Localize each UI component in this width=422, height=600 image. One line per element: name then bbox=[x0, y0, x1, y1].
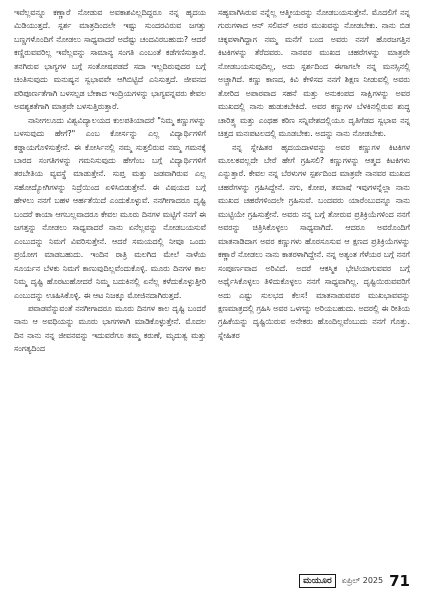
paragraph: ಪವಾಡವೆನ್ನುವಂತೆ ನನಗೀಗಾದರೂ ಮೂರು ದಿನಗಳ ಕಾಲ ದೃಷ್ಟಿ ಬಂದರೆ ನಾನು ಆ ಅವಧಿಯನ್ನು ಮೂರು ಭಾಗಗಳಾಗಿ ಮಾಡಿಕೊಳ್ಳುತ್ತೇನೆ. ಮೊದಲ ದಿನ ನಾನು ನನ್ನ ಜೀವನವನ್ನು ಇದುವರೆಗೂ ತಮ್ಮ ಕರುಣೆ, ಮೃದುತ್ವ ಮತ್ತು ಸಂಗತ್ಯದಿಂದ bbox=[14, 303, 206, 354]
paragraph: ಸಹ್ಯವಾಗಿಸಿರುವ ನನ್ನೆಲ್ಲ ಆತ್ಮೀಯರನ್ನು ನೋಡಬಯಸುತ್ತೇನೆ. ಮೊದಲಿಗೆ ನನ್ನ ಗುರುಗಳಾದ ಆನ್ ಸಲಿವನ್ ಅವರ ಮುಖವನ್ನು ನೋಡಬೇಕು. ನಾನು ಬಿಡ ಚಿಕ್ಕವಳಾಗಿದ್ದಾಗ ನಮ್ಮ ಮನೆಗೆ ಬಂದ ಅವರು ನನಗೆ ಹೊರಜಗತ್ತಿನ ಕಿಟಕಿಗಳನ್ನು ತೆರೆದವರು. ನಾನವರ ಮುಖದ ಚಹರೆಗಳನ್ನು ಮಾತ್ರವೇ ನೋಡಬಯಸುವುದಿಲ್ಲ, ಅದು ಸ್ಪರ್ಶದಿಂದ ಈಗಾಗಲೇ ನನ್ನ ಮನಸ್ಸಿನಲ್ಲಿ ಅಚ್ಚಾಗಿದೆ. ಕಣ್ಣು ಕಾಣದ, ಕಿವಿ ಕೇಳಿಸದ ನನಗೆ ಶಿಕ್ಷಣ ನೀಡುವಲ್ಲಿ ಅವರು ತೋರಿದ ಅಪಾರವಾದ ಸಹನೆ ಮತ್ತು ಅನುಕಂಪದ ಸಾಕ್ಷಿಗಳನ್ನು ಅವರ ಮುಖದಲ್ಲಿ ನಾನು ಹುಡುಕಬೇಕಿದೆ. ಅವರ ಕಣ್ಣುಗಳ ಬೆಳಕಿನಲ್ಲಿರುವ ಶುದ್ಧ ಚಾರಿತ್ರ್ಯ ಮತ್ತು ಎಂಥಹ ಕಠಿಣ ಸನ್ನಿವೇಶದಲ್ಲಿಯೂ ದೃತಿಗೆಡದ ಸ್ವಭಾವ ನನ್ನ ಚಿತ್ತದ ಮನಃಪಟಲದಲ್ಲಿ ಮೂಡಬೇಕು. ಅದನ್ನು ನಾನು ನೋಡಬೇಕು. bbox=[218, 8, 410, 139]
paragraph: ನಾನೀಗಲೂದು ವಿಶ್ವವಿದ್ಯಾಲಯದ ಕುಲಪತಿಯಾದರೆ "ನಿಮ್ಮ ಕಣ್ಣುಗಳನ್ನು ಬಳಸುವುದು ಹೇಗೆ?" ಎಂಬ ಕೋರ್ಸನ್ನು ಎಲ್ಲ ವಿದ್ಯಾರ್ಥಿಗಳಿಗೆ ಕಡ್ಡಾಯಗೊಳಿಸುತ್ತೇನೆ. ಈ ಕೋರ್ಸಿನಲ್ಲಿ ನಮ್ಮ ಸುತ್ತಲಿರುವ ನಮ್ಮ ಗಮನಕ್ಕೆ ಬಾರದ ಸಂಗತಿಗಳನ್ನು ಗಮನಿಸುವುದು ಹೇಗೆಂಬ ಬಗ್ಗೆ ವಿದ್ಯಾರ್ಥಿಗಳಿಗೆ ತರಬೇತಿಯ ವ್ಯವಸ್ಥೆ ಮಾಡುತ್ತೇನೆ. ಸುಪ್ತ ಮತ್ತು ಜಡವಾಗಿರುವ ಎಲ್ಲ ಸಹೋದ್ಯೋಗಿಗಳನ್ನು ನಿದ್ರೆಯಿಂದ ಏಳಿಸಿಬಿಡುತ್ತೇನೆ. ಈ ವಿಷಯದ ಬಗ್ಗೆ ಹೇಳಲು ನನಗೆ ಬಹಳ ಆರ್ಹತೆಯಿದೆ ಎಂದುಕೊಳ್ಳುವೆ. ನನಗೀಗಾದರೂ ದೃಷ್ಟಿ ಬಂದರೆ ಕಾಯಾ ಆಗಬಲ್ಲವಾದರೂ ಕೇವಲ ಮೂರು ದಿನಗಳ ಮಟ್ಟಿಗೆ ನನಗೆ ಈ ಜಗತ್ತನ್ನು ನೋಡಲು ಸಾಧ್ಯವಾದರೆ ನಾನು ಏನೆಲ್ಲವನ್ನು ನೋಡಬಯಸುವೆ ಎಂಬುದನ್ನು ನಿಮಗೆ ವಿವರಿಸುತ್ತೇನೆ. ಆದರೆ ಸಮಯದಲ್ಲಿ ನೀವೂ ಒಂದು ಪ್ರಯೋಗ ಮಾಡಬಹುದು. ಇಂದಿನ ರಾತ್ರಿ ಮಲಗಿದ ಮೇಲೆ ನಾಳೆಯ ಸೂರ್ಯನ ಬೆಳಕು ನಿಮಗೆ ಕಾಣುವುದಿಲ್ಲವೆಂದುಕೊಳ್ಳಿ. ಮೂರು ದಿನಗಳ ಕಾಲ ನಿಮ್ಮ ದೃಷ್ಟಿ ಹೊರಟುಹೋದರೆ ನಿಮ್ಮ ಬದುಕಿನಲ್ಲಿ ಏನೆಲ್ಲ ಕಳೆದುಕೊಳ್ಳುತ್ತೀರಿ ಎಂಬುದನ್ನು ಊಹಿಸಿಕೊಳ್ಳಿ. ಈ ಆಟ ನಿಜಕ್ಕೂ ಮೋಜಿನದಾಗಿರುತ್ತದೆ. bbox=[14, 115, 206, 300]
paragraph: ಇವೆಲ್ಲವನ್ನೂ ಕಣ್ಣಾರೆ ನೋಡುವ ಅವಕಾಶವಿಲ್ಲದಿದ್ದರೂ ನನ್ನ ಹೃದಯ ಮಿಡಿಯುತ್ತದೆ. ಸ್ಪರ್ಶ ಮಾತ್ರದಿಂದಲೇ ಇಷ್ಟು ಸುಂದರವಿರುವ ಜಗತ್ತು ಬಣ್ಣಗಳೊಂದಿಗೆ ನೋಡಲು ಸಾಧ್ಯವಾದರೆ ಅದೆಷ್ಟು ಚಂದವಿರಬಹುದು? ಆದರೆ ಕಣ್ಣಿರುವವರಿಲ್ಲ ಇವೆಲ್ಲವನ್ನು ಸಾಮಾನ್ಯ ಸಂಗತಿ ಎಂಬಂತೆ ಕಡೆಗಣಿಸುತ್ತಾರೆ. ತನಗಿರುವ ಭಾಗ್ಯಗಳ ಬಗ್ಗೆ ಸಂತೋಷಪಡದೆ ಸದಾ ಇಲ್ಲದಿರುವುದರ ಬಗ್ಗೆ ಚಿಂತಿಸುವುದು ಮನುಷ್ಯನ ಸ್ವಭಾವವೇ ಆಗಿಬಿಟ್ಟಿದೆ ಎನಿಸುತ್ತದೆ. ಜೀವನದ ಪರಿಪೂರ್ಣತೆಗಾಗಿ ಬಳಸಲ್ಪಡ ಬೇಕಾದ ಇಂದ್ರಿಯಗಳನ್ನು ಭಾಗ್ಯವನ್ನವರು ಕೇವಲ ಅವಶ್ಯಕತೆಗಾಗಿ ಮಾತ್ರವೇ ಬಳಸುತ್ತಿರುತ್ತಾರೆ. bbox=[14, 8, 206, 112]
right-column bbox=[218, 6, 410, 562]
page-footer bbox=[299, 570, 410, 592]
page-number: 71 bbox=[389, 572, 410, 590]
paragraph: ನನ್ನ ಸ್ನೇಹಿತರ ಹೃದಯದಾಳವನ್ನು ಅವರ ಕಣ್ಣುಗಳ ಕಿಟಕಿಗಳ ಮೂಲಕವಲ್ಲದೇ ಬೇರೆ ಹೇಗೆ ಗ್ರಹಿಸಲಿ? ಕಣ್ಣುಗಳನ್ನು ಆತ್ಮದ ಕಿಟಕಿಗಳು ಎನ್ನುತ್ತಾರೆ. ಕೇವಲ ನನ್ನ ಬೆರಳುಗಳ ಸ್ಪರ್ಶದಿಂದ ಮಾತ್ರವೇ ನಾನವರ ಮುಖದ ಚಹರೆಗಳನ್ನು ಗ್ರಹಿಸಿದ್ದೇನೆ. ನಗು, ಕೋಪ, ತಮಾಷೆ ಇವುಗಳನ್ನೆಲ್ಲಾ ನಾನು ಮುಖದ ಚಹರೆಗಳಿಂದಲೇ ಗ್ರಹಿಸುವೆ. ಬಂದವರು ಯಾರೆಂಬುದನ್ನೂ ನಾನು ಮುಟ್ಟಿಯೇ ಗ್ರಹಿಸುತ್ತೇನೆ. ಅವರು ನನ್ನ ಬಗ್ಗೆ ತೋರುವ ಪ್ರತಿಕ್ರಿಯೆಗಳಿಂದ ನನಗೆ ಅವರನ್ನು ಚಿತ್ರಿಸಿಕೊಳ್ಳಲು ಸಾಧ್ಯವಾಗಿದೆ. ಆದರೂ ಅವರೊಂದಿಗೆ ಮಾತನಾಡಿದಾಗ ಅವರ ಕಣ್ಣುಗಳು ಹೊರಸೂಸುವ ಆ ಕ್ಷಣದ ಪ್ರತಿಕ್ರಿಯೆಗಳನ್ನು ಕಣ್ಣಾರೆ ನೋಡಲು ನಾನು ಕಾತರಳಾಗಿದ್ದೇನೆ. ನನ್ನ ಅತ್ಯಂತ ಗೆಳೆಯರ ಬಗ್ಗೆ ನನಗೆ ಸಂಪೂರ್ಣವಾದ ಅರಿವಿದೆ. ಅದರೆ ಆಕಸ್ಮಿಕ ಭೇಟಿಯಾಗುವವರ ಬಗ್ಗೆ ಅರ್ಥೈಸಿಕೊಳ್ಳಲು ತಿಳಿದುಕೊಳ್ಳಲು ನನಗೆ ಸಾಧ್ಯವಾಗಿಲ್ಲ. ದೃಷ್ಟಿಯಿರುವವರಿಗೆ ಅದು ಎಷ್ಟು ಸುಲಭದ ಕೆಲಸ! ಮಾತನಾಡುವವರ ಮುಖಭಾವವನ್ನು ಕ್ಷಣಮಾತ್ರದಲ್ಲಿ ಗ್ರಹಿಸಿ ಅವರ ಒಳಗನ್ನು ಅರಿಯಬಹುದು. ಅದರಲ್ಲಿ ಈ ರೀತಿಯ ಗ್ರಹಿಕೆಯನ್ನು ದೃಷ್ಟಿಯಿರುವ ಅನೇಕರು ಹೊಂದಿಲ್ಲವೆಂಬುದು ನನಗೆ ಗೊತ್ತು. ಸ್ನೇಹಿತರ bbox=[218, 142, 410, 340]
left-column bbox=[14, 6, 206, 562]
magazine-logo: ಮಯೂರ bbox=[299, 574, 336, 588]
article-body bbox=[14, 6, 410, 562]
issue-date: ಏಪ್ರಿಲ್ 2025 bbox=[341, 576, 384, 585]
